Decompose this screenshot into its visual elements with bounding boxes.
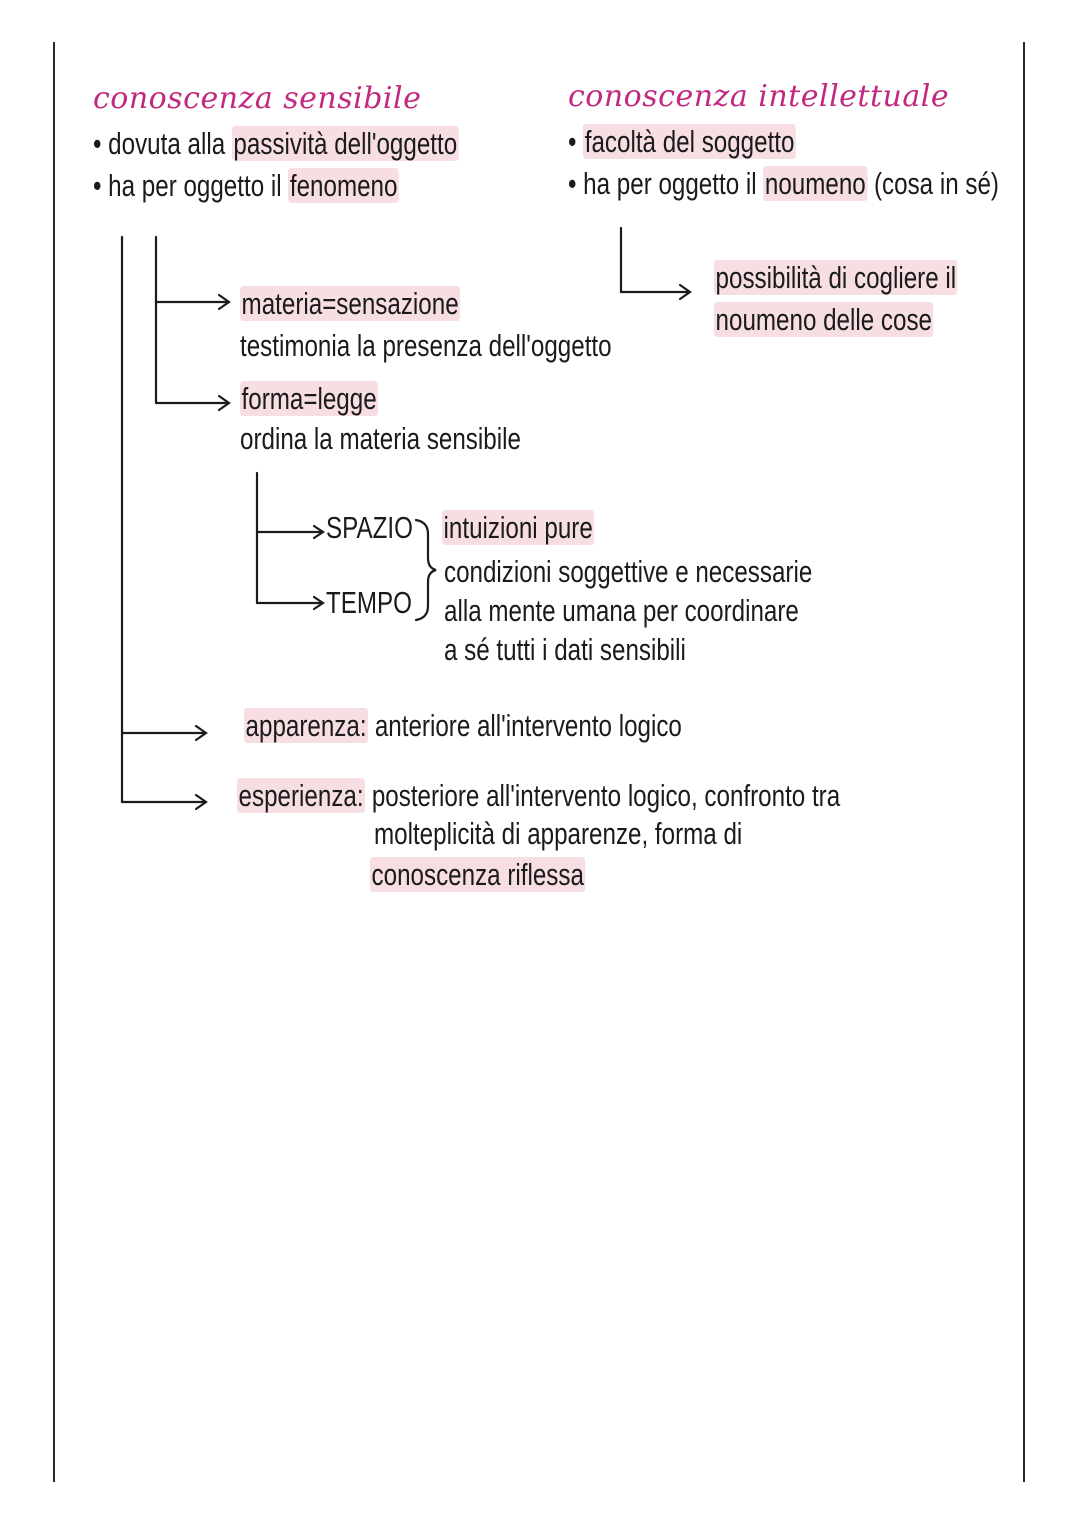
- tempo-label: TEMPO: [326, 585, 412, 620]
- possibility-line-1: [714, 262, 958, 293]
- possibility-line-2-text: noumeno delle cose: [715, 302, 932, 337]
- intuizioni-line-3: a sé tutti i dati sensibili: [444, 632, 686, 667]
- materia-desc: testimonia la presenza dell'oggetto: [240, 328, 612, 363]
- esperienza-line-2: molteplicità di apparenze, forma di: [374, 816, 743, 851]
- materia-term-text: materia=sensazione: [241, 286, 459, 321]
- intuizioni-term-text: intuizioni pure: [443, 510, 593, 545]
- forma-term-text: forma=legge: [241, 381, 377, 416]
- right-bullet-1-text: •: [568, 124, 584, 159]
- left-bullet-2-text: • ha per oggetto il: [93, 168, 289, 203]
- left-bullet-1: [93, 128, 459, 159]
- left-bullet-2-highlight: fenomeno: [289, 168, 398, 203]
- possibility-line-2: [714, 304, 934, 335]
- esperienza-desc: posteriore all'intervento logico, confronto tra: [365, 778, 841, 813]
- intuizioni-line-1: condizioni soggettive e necessarie: [444, 554, 813, 589]
- right-bullet-2-suffix: (cosa in sé): [867, 166, 999, 201]
- left-title: [93, 81, 422, 116]
- intuizioni-term: [442, 512, 594, 543]
- esperienza-line-3: [370, 859, 585, 890]
- materia-term: [240, 288, 460, 319]
- right-title-text: conoscenza intellettuale: [568, 79, 950, 114]
- esperienza-row: [237, 780, 840, 811]
- right-title: [568, 79, 950, 114]
- esperienza-term: esperienza:: [238, 778, 364, 813]
- forma-desc: ordina la materia sensibile: [240, 421, 521, 456]
- left-title-text: conoscenza sensibile: [93, 81, 422, 116]
- left-bullet-1-highlight: passività dell'oggetto: [233, 126, 458, 161]
- branch-noumeno: [621, 228, 689, 292]
- apparenza-desc: anteriore all'intervento logico: [368, 708, 682, 743]
- curly-brace-icon: [416, 520, 436, 620]
- apparenza-row: [244, 710, 682, 741]
- right-bullet-2-highlight: noumeno: [764, 166, 866, 201]
- left-bullet-1-text: • dovuta alla: [93, 126, 232, 161]
- intuizioni-line-2: alla mente umana per coordinare: [444, 593, 799, 628]
- right-bullet-1: [568, 126, 796, 157]
- apparenza-term: apparenza:: [245, 708, 367, 743]
- right-bullet-2: [568, 168, 999, 199]
- left-bullet-2: [93, 170, 399, 201]
- right-bullet-2-text: • ha per oggetto il: [568, 166, 764, 201]
- esperienza-line-3-text: conoscenza riflessa: [371, 857, 584, 892]
- forma-term: [240, 383, 378, 414]
- right-bullet-1-highlight: facoltà del soggetto: [584, 124, 795, 159]
- possibility-line-1-text: possibilità di cogliere il: [715, 260, 957, 295]
- spazio-label: SPAZIO: [326, 510, 413, 545]
